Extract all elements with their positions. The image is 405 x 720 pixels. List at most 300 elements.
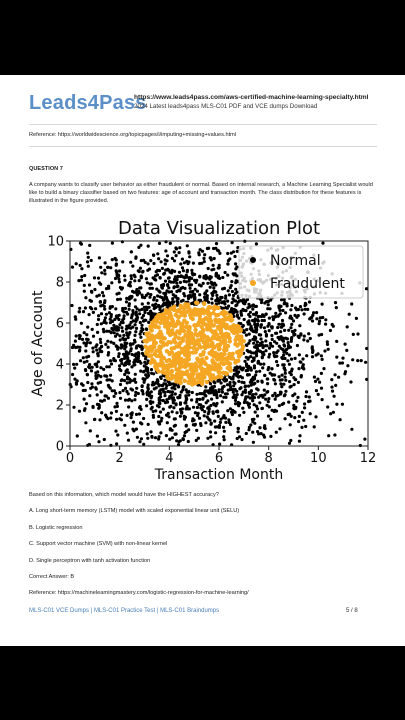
normal-point bbox=[270, 325, 273, 328]
normal-point bbox=[244, 395, 247, 398]
normal-point bbox=[197, 437, 200, 440]
normal-point bbox=[252, 313, 255, 316]
normal-point bbox=[172, 396, 175, 399]
normal-point bbox=[164, 258, 167, 261]
fraudulent-point bbox=[228, 365, 232, 369]
normal-point bbox=[122, 389, 125, 392]
normal-point bbox=[115, 258, 118, 261]
normal-point bbox=[165, 387, 168, 390]
normal-point bbox=[140, 389, 143, 392]
normal-point bbox=[302, 419, 305, 422]
normal-point bbox=[311, 349, 314, 352]
normal-point bbox=[86, 381, 89, 384]
normal-point bbox=[85, 402, 88, 405]
normal-point bbox=[262, 434, 265, 437]
normal-point bbox=[115, 402, 118, 405]
normal-point bbox=[250, 369, 253, 372]
normal-point bbox=[130, 399, 133, 402]
normal-point bbox=[293, 416, 296, 419]
normal-point bbox=[81, 338, 84, 341]
normal-point bbox=[179, 281, 182, 284]
normal-point bbox=[136, 316, 139, 319]
normal-point bbox=[183, 434, 186, 437]
normal-point bbox=[168, 383, 171, 386]
normal-point bbox=[275, 351, 278, 354]
normal-point bbox=[162, 382, 165, 385]
normal-point bbox=[106, 379, 109, 382]
normal-point bbox=[159, 410, 162, 413]
normal-point bbox=[97, 277, 100, 280]
normal-point bbox=[130, 321, 133, 324]
normal-point bbox=[226, 409, 229, 412]
normal-point bbox=[282, 383, 285, 386]
normal-point bbox=[88, 244, 91, 247]
normal-point bbox=[242, 299, 245, 302]
legend-marker-normal bbox=[250, 257, 256, 263]
fraudulent-point bbox=[202, 301, 206, 305]
fraudulent-point bbox=[193, 342, 197, 346]
normal-point bbox=[122, 317, 125, 320]
normal-point bbox=[253, 323, 256, 326]
normal-point bbox=[183, 287, 186, 290]
normal-point bbox=[198, 262, 201, 265]
normal-point bbox=[308, 395, 311, 398]
fraudulent-point bbox=[235, 335, 239, 339]
normal-point bbox=[132, 429, 135, 432]
normal-point bbox=[82, 341, 85, 344]
fraudulent-point bbox=[188, 363, 192, 367]
normal-point bbox=[330, 378, 333, 381]
normal-point bbox=[127, 405, 130, 408]
normal-point bbox=[149, 259, 152, 262]
fraudulent-point bbox=[155, 354, 159, 358]
normal-point bbox=[211, 294, 214, 297]
normal-point bbox=[324, 323, 327, 326]
normal-point bbox=[289, 423, 292, 426]
normal-point bbox=[182, 299, 185, 302]
leads4pass-logo[interactable]: Leads4Pass bbox=[29, 92, 147, 114]
normal-point bbox=[181, 266, 184, 269]
normal-point bbox=[114, 277, 117, 280]
normal-point bbox=[158, 291, 161, 294]
normal-point bbox=[150, 395, 153, 398]
normal-point bbox=[97, 403, 100, 406]
normal-point bbox=[195, 393, 198, 396]
normal-point bbox=[224, 417, 227, 420]
normal-point bbox=[273, 392, 276, 395]
normal-point bbox=[236, 310, 239, 313]
fraudulent-point bbox=[234, 359, 238, 363]
normal-point bbox=[136, 436, 139, 439]
normal-point bbox=[275, 410, 278, 413]
section-divider bbox=[29, 146, 377, 147]
footer-link-vce[interactable]: MLS-C01 VCE Dumps bbox=[29, 608, 90, 614]
fraudulent-point bbox=[169, 340, 173, 344]
normal-point bbox=[223, 430, 226, 433]
normal-point bbox=[156, 380, 159, 383]
normal-point bbox=[290, 415, 293, 418]
normal-point bbox=[213, 282, 216, 285]
normal-point bbox=[171, 297, 174, 300]
normal-point bbox=[120, 379, 123, 382]
normal-point bbox=[281, 319, 284, 322]
normal-point bbox=[335, 356, 338, 359]
normal-point bbox=[146, 269, 149, 272]
normal-point bbox=[244, 399, 247, 402]
normal-point bbox=[169, 405, 172, 408]
normal-point bbox=[140, 324, 143, 327]
normal-point bbox=[88, 283, 91, 286]
normal-point bbox=[245, 344, 248, 347]
normal-point bbox=[76, 379, 79, 382]
normal-point bbox=[226, 300, 229, 303]
normal-point bbox=[73, 367, 76, 370]
normal-point bbox=[279, 379, 282, 382]
normal-point bbox=[161, 267, 164, 270]
normal-point bbox=[300, 374, 303, 377]
normal-point bbox=[217, 274, 220, 277]
normal-point bbox=[103, 299, 106, 302]
normal-point bbox=[267, 355, 270, 358]
fraudulent-point bbox=[199, 345, 203, 349]
normal-point bbox=[192, 406, 195, 409]
fraudulent-point bbox=[175, 360, 179, 364]
fraudulent-point bbox=[185, 355, 189, 359]
normal-point bbox=[303, 406, 306, 409]
normal-point bbox=[246, 401, 249, 404]
normal-point bbox=[102, 294, 105, 297]
normal-point bbox=[223, 438, 226, 441]
normal-point bbox=[224, 306, 227, 309]
normal-point bbox=[212, 286, 215, 289]
document-page bbox=[0, 75, 405, 646]
normal-point bbox=[145, 308, 148, 311]
fraudulent-point bbox=[147, 331, 151, 335]
normal-point bbox=[268, 323, 271, 326]
normal-point bbox=[292, 334, 295, 337]
normal-point bbox=[289, 346, 292, 349]
normal-point bbox=[134, 257, 137, 260]
normal-point bbox=[199, 248, 202, 251]
fraudulent-point bbox=[172, 305, 176, 309]
normal-point bbox=[110, 331, 113, 334]
normal-point bbox=[221, 388, 224, 391]
normal-point bbox=[145, 404, 148, 407]
normal-point bbox=[125, 342, 128, 345]
normal-point bbox=[123, 279, 126, 282]
normal-point bbox=[107, 287, 110, 290]
normal-point bbox=[75, 334, 78, 337]
normal-point bbox=[146, 369, 149, 372]
normal-point bbox=[126, 414, 129, 417]
normal-point bbox=[279, 305, 282, 308]
normal-point bbox=[229, 286, 232, 289]
normal-point bbox=[83, 407, 86, 410]
normal-point bbox=[298, 324, 301, 327]
fraudulent-point bbox=[238, 329, 242, 333]
normal-point bbox=[75, 383, 78, 386]
fraudulent-point bbox=[185, 359, 189, 363]
normal-point bbox=[80, 322, 83, 325]
normal-point bbox=[125, 300, 128, 303]
fraudulent-point bbox=[157, 325, 161, 329]
fraudulent-point bbox=[165, 359, 169, 363]
normal-point bbox=[274, 382, 277, 385]
normal-point bbox=[179, 439, 182, 442]
normal-point bbox=[239, 367, 242, 370]
fraudulent-point bbox=[185, 321, 189, 325]
fraudulent-point bbox=[208, 325, 212, 329]
normal-point bbox=[190, 269, 193, 272]
normal-point bbox=[298, 440, 301, 443]
fraudulent-point bbox=[176, 315, 180, 319]
normal-point bbox=[298, 434, 301, 437]
normal-point bbox=[109, 374, 112, 377]
normal-point bbox=[187, 440, 190, 443]
normal-point bbox=[148, 296, 151, 299]
normal-point bbox=[258, 344, 261, 347]
normal-point bbox=[198, 293, 201, 296]
question-text: A company wants to classify user behavior as either fraudulent or normal. Based on internal research, a Machine Learning Specialist would like to build a binary classifier based on two features: age of account and transaction month. The class distribution for these features is illustrated in the figure provided. bbox=[29, 182, 373, 205]
normal-point bbox=[297, 367, 300, 370]
normal-point bbox=[284, 379, 287, 382]
normal-point bbox=[162, 273, 165, 276]
normal-point bbox=[88, 363, 91, 366]
normal-point bbox=[146, 432, 149, 435]
normal-point bbox=[176, 285, 179, 288]
fraudulent-point bbox=[189, 379, 193, 383]
fraudulent-point bbox=[210, 342, 214, 346]
normal-point bbox=[255, 370, 258, 373]
normal-point bbox=[242, 301, 245, 304]
normal-point bbox=[175, 439, 178, 442]
normal-point bbox=[228, 257, 231, 260]
normal-point bbox=[249, 396, 252, 399]
normal-point bbox=[86, 444, 89, 447]
normal-point bbox=[306, 308, 309, 311]
normal-point bbox=[204, 394, 207, 397]
normal-point bbox=[248, 315, 251, 318]
normal-point bbox=[96, 331, 99, 334]
normal-point bbox=[203, 297, 206, 300]
fraudulent-point bbox=[176, 319, 180, 323]
fraudulent-point bbox=[156, 363, 160, 367]
normal-point bbox=[243, 360, 246, 363]
normal-point bbox=[167, 286, 170, 289]
normal-point bbox=[326, 405, 329, 408]
normal-point bbox=[118, 280, 121, 283]
normal-point bbox=[89, 341, 92, 344]
normal-point bbox=[185, 398, 188, 401]
fraudulent-point bbox=[175, 309, 179, 313]
normal-point bbox=[207, 301, 210, 304]
normal-point bbox=[175, 290, 178, 293]
normal-point bbox=[257, 388, 260, 391]
normal-point bbox=[235, 291, 238, 294]
normal-point bbox=[236, 437, 239, 440]
normal-point bbox=[242, 309, 245, 312]
normal-point bbox=[272, 351, 275, 354]
normal-point bbox=[296, 396, 299, 399]
normal-point bbox=[283, 394, 286, 397]
fraudulent-point bbox=[217, 347, 221, 351]
normal-point bbox=[197, 251, 200, 254]
fraudulent-point bbox=[201, 307, 205, 311]
normal-point bbox=[259, 363, 262, 366]
fraudulent-point bbox=[181, 336, 185, 340]
normal-point bbox=[103, 319, 106, 322]
normal-point bbox=[128, 282, 131, 285]
normal-point bbox=[248, 426, 251, 429]
fraudulent-point bbox=[170, 317, 174, 321]
normal-point bbox=[311, 319, 314, 322]
fraudulent-point bbox=[197, 320, 201, 324]
normal-point bbox=[100, 322, 103, 325]
normal-point bbox=[165, 434, 168, 437]
normal-point bbox=[142, 417, 145, 420]
normal-point bbox=[281, 403, 284, 406]
normal-point bbox=[184, 416, 187, 419]
normal-point bbox=[297, 335, 300, 338]
normal-point bbox=[180, 390, 183, 393]
normal-point bbox=[281, 357, 284, 360]
normal-point bbox=[196, 406, 199, 409]
normal-point bbox=[291, 394, 294, 397]
normal-point bbox=[82, 310, 85, 313]
normal-point bbox=[136, 293, 139, 296]
normal-point bbox=[131, 309, 134, 312]
normal-point bbox=[172, 401, 175, 404]
normal-point bbox=[139, 336, 142, 339]
fraudulent-point bbox=[176, 351, 180, 355]
normal-point bbox=[188, 276, 191, 279]
normal-point bbox=[153, 387, 156, 390]
normal-point bbox=[159, 295, 162, 298]
normal-point bbox=[93, 418, 96, 421]
header-url[interactable]: https://www.leads4pass.com/aws-certified-machine-learning-specialty.html bbox=[134, 94, 369, 101]
normal-point bbox=[138, 412, 141, 415]
normal-point bbox=[137, 392, 140, 395]
normal-point bbox=[140, 259, 143, 262]
normal-point bbox=[356, 332, 359, 335]
fraudulent-point bbox=[175, 329, 179, 333]
fraudulent-point bbox=[193, 366, 197, 370]
normal-point bbox=[158, 392, 161, 395]
normal-point bbox=[117, 326, 120, 329]
normal-point bbox=[156, 404, 159, 407]
normal-point bbox=[105, 330, 108, 333]
normal-point bbox=[130, 250, 133, 253]
normal-point bbox=[202, 397, 205, 400]
normal-point bbox=[304, 395, 307, 398]
normal-point bbox=[128, 331, 131, 334]
footer-link-braindumps[interactable]: MLS-C01 Braindumps bbox=[160, 608, 220, 614]
normal-point bbox=[187, 295, 190, 298]
normal-point bbox=[348, 313, 351, 316]
normal-point bbox=[83, 274, 86, 277]
normal-point bbox=[124, 399, 127, 402]
normal-point bbox=[221, 391, 224, 394]
normal-point bbox=[235, 265, 238, 268]
normal-point bbox=[87, 338, 90, 341]
fraudulent-point bbox=[236, 351, 240, 355]
normal-point bbox=[93, 288, 96, 291]
question-prompt: Based on this information, which model would have the HIGHEST accuracy? bbox=[29, 492, 219, 498]
scatter-chart bbox=[26, 214, 382, 484]
normal-point bbox=[187, 250, 190, 253]
normal-point bbox=[207, 412, 210, 415]
normal-point bbox=[279, 330, 282, 333]
normal-point bbox=[122, 321, 125, 324]
normal-point bbox=[115, 264, 118, 267]
normal-point bbox=[277, 323, 280, 326]
normal-point bbox=[103, 269, 106, 272]
normal-point bbox=[264, 427, 267, 430]
fraudulent-point bbox=[217, 335, 221, 339]
fraudulent-point bbox=[178, 381, 182, 385]
normal-point bbox=[337, 376, 340, 379]
normal-point bbox=[185, 274, 188, 277]
normal-point bbox=[264, 344, 267, 347]
x-axis-label: Transaction Month bbox=[154, 467, 284, 483]
normal-point bbox=[244, 385, 247, 388]
fraudulent-point bbox=[180, 305, 184, 309]
fraudulent-point bbox=[152, 360, 156, 364]
normal-point bbox=[134, 394, 137, 397]
normal-point bbox=[300, 308, 303, 311]
normal-point bbox=[311, 345, 314, 348]
normal-point bbox=[290, 304, 293, 307]
normal-point bbox=[99, 399, 102, 402]
fraudulent-point bbox=[167, 377, 171, 381]
normal-point bbox=[126, 334, 129, 337]
y-tick-label: 2 bbox=[55, 398, 64, 414]
normal-point bbox=[234, 304, 237, 307]
normal-point bbox=[234, 369, 237, 372]
normal-point bbox=[313, 425, 316, 428]
normal-point bbox=[106, 266, 109, 269]
normal-point bbox=[258, 333, 261, 336]
footer-link-practice[interactable]: MLS-C01 Practice Test bbox=[93, 608, 156, 614]
normal-point bbox=[344, 343, 347, 346]
normal-point bbox=[100, 271, 103, 274]
normal-point bbox=[121, 286, 124, 289]
normal-point bbox=[218, 388, 221, 391]
normal-point bbox=[253, 366, 256, 369]
normal-point bbox=[140, 308, 143, 311]
normal-point bbox=[79, 359, 82, 362]
normal-point bbox=[214, 389, 217, 392]
normal-point bbox=[266, 377, 269, 380]
normal-point bbox=[195, 429, 198, 432]
normal-point bbox=[274, 312, 277, 315]
normal-point bbox=[254, 373, 257, 376]
normal-point bbox=[127, 439, 130, 442]
normal-point bbox=[210, 282, 213, 285]
fraudulent-point bbox=[216, 313, 220, 317]
normal-point bbox=[174, 275, 177, 278]
option-a: A. Long short-term memory (LSTM) model with scaled exponential linear unit (SELU) bbox=[29, 508, 240, 514]
normal-point bbox=[192, 262, 195, 265]
normal-point bbox=[109, 318, 112, 321]
normal-point bbox=[149, 400, 152, 403]
fraudulent-point bbox=[197, 372, 201, 376]
fraudulent-point bbox=[207, 305, 211, 309]
normal-point bbox=[118, 364, 121, 367]
normal-point bbox=[363, 438, 366, 441]
normal-point bbox=[205, 289, 208, 292]
fraudulent-point bbox=[158, 321, 162, 325]
